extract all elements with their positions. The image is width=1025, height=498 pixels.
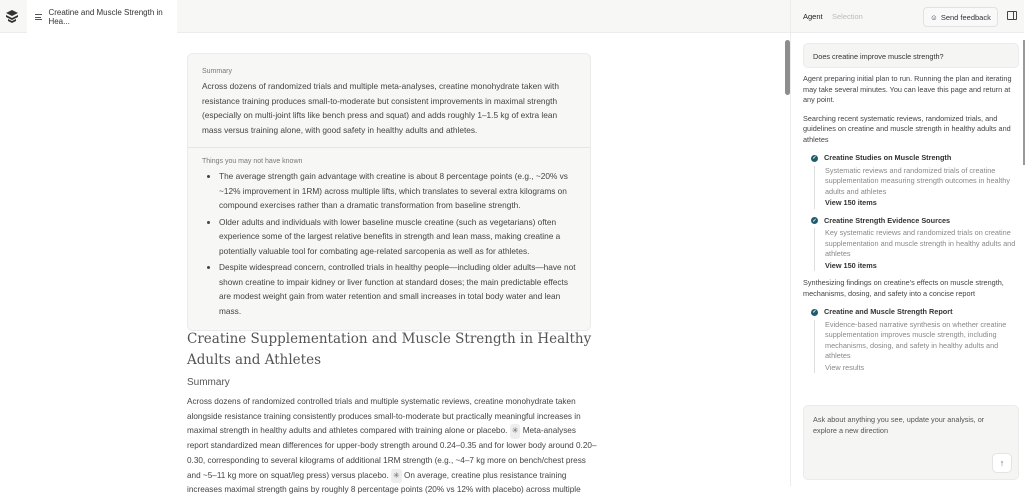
summary-text: Across dozens of randomized trials and multiple meta-analyses, creatine monohydrate taken with resistance training produces small-to-moderate but consistent improvements in maximal strength (especially on multi-joint lifts like bench press and squat) and adds roughly 1–1.5 kg of extra lean mass versus training alone, with good safety in healthy adults and athletes. bbox=[202, 81, 559, 135]
facts-label: Things you may not have known bbox=[202, 158, 303, 165]
citation-icon[interactable]: ✳ bbox=[510, 424, 521, 439]
check-icon: ✓ bbox=[812, 217, 817, 224]
summary-paragraph: Across dozens of randomized controlled trials and multiple systematic reviews, creatine monohydrate taken alongside resistance training consistently produces small-to-moderate but practically meaningful increases in maximal strength in healthy adults and athletes compared with training alone or placebo. ✳ Meta-analyses report standardized mean differences for upper-body strength around 0.24–0.35 and for lower body around 0.20–0.30, corresponding to several kilograms of additional 1RM strength (e.g., ~4–7 kg more on bench/chest press and ~5–11 kg more on squat/leg press) versus placebo. ✳ On average, creatine plus resistance training increases maximal strength gains by roughly 8 percentage points (20% vs 12% with placebo) across multiple bbox=[187, 397, 597, 495]
summary-label: Summary bbox=[202, 68, 232, 75]
check-icon: ✓ bbox=[812, 309, 817, 315]
agent-message: Agent preparing initial plan to run. Running the plan and iterating may take several minutes. You can leave this page and return at any point. bbox=[803, 74, 1012, 104]
tab-selection[interactable]: Selection bbox=[832, 12, 863, 21]
step-item: ✓ Creatine and Muscle Strength Report Evidence-based narrative synthesis on whether creatine supplementation improves muscle strength, including mechanisms, dosing, and safety in healthy adults and athletes View results bbox=[811, 307, 1019, 373]
user-query: Does creatine improve muscle strength? bbox=[803, 43, 1019, 68]
report-title: Creatine Supplementation and Muscle Strength in Healthy Adults and Athletes bbox=[187, 331, 592, 368]
send-button[interactable]: ↑ bbox=[992, 453, 1012, 473]
fact-item: • Older adults and individuals with lower baseline muscle creatine (such as vegetarians) often experience some of the largest relative benefits in strength and lean mass, making creatine a potentially valuable tool for combating age-related sarcopenia as well as for athletes. bbox=[219, 215, 576, 259]
fact-item: • The average strength gain advantage with creatine is about 8 percentage points (e.g., ~20% vs ~12% improvement in 1RM) across multiple lifts, which translates to several extra kilograms on compound exercises rather than a dramatic transformation from baseline strength. bbox=[219, 169, 576, 213]
view-results-link[interactable]: View results bbox=[825, 362, 865, 372]
top-bar bbox=[0, 0, 790, 33]
step-item: ✓ Creatine Studies on Muscle Strength Systematic reviews and randomized trials of creatine supplementation measuring strength outcomes in healthy adults and athletes View 150 items bbox=[811, 153, 1019, 209]
agent-message: Synthesizing findings on creatine's effects on muscle strength, mechanisms, dosing, and safety into a concise report bbox=[803, 278, 1004, 298]
report-view bbox=[0, 33, 786, 495]
citation-icon[interactable]: ✳ bbox=[391, 469, 402, 484]
summary-heading: Summary bbox=[187, 377, 230, 388]
step-item: ✓ Creatine Strength Evidence Sources Key systematic reviews and randomized trials on creatine supplementation and muscle strength in healthy adults and athletes View 150 items bbox=[811, 216, 1019, 272]
chat-input[interactable]: Ask about anything you see, update your analysis, or explore a new direction ↑ bbox=[803, 405, 1019, 480]
send-feedback-button[interactable]: ☺ Send feedback bbox=[923, 7, 998, 27]
view-items-link[interactable]: View 150 items bbox=[825, 198, 877, 207]
summary-card bbox=[187, 53, 591, 331]
tab-title: Creatine and Muscle Strength in Hea... bbox=[48, 7, 163, 26]
agent-log bbox=[803, 74, 1019, 402]
app-logo-icon[interactable] bbox=[5, 9, 19, 23]
tab-agent[interactable]: Agent bbox=[803, 12, 823, 21]
check-icon: ✓ bbox=[812, 155, 817, 161]
feedback-icon: ☺ bbox=[930, 12, 938, 22]
document-icon bbox=[35, 14, 42, 20]
view-items-link[interactable]: View 150 items bbox=[825, 260, 877, 270]
agent-message: Searching recent systematic reviews, randomized trials, and guidelines on creatine and muscle strength in healthy adults and athletes bbox=[803, 113, 1011, 144]
fact-item: • Despite widespread concern, controlled trials in healthy people—including older adults—have not shown creatine to impair kidney or liver function at standard doses; the main predictable effects are modest weight gain from water retention and small increases in total body water and lean mass. bbox=[219, 260, 576, 318]
facts-list bbox=[219, 169, 576, 318]
agent-panel bbox=[790, 0, 1024, 486]
document-tab[interactable] bbox=[27, 0, 177, 33]
toggle-panel-icon[interactable] bbox=[1007, 11, 1017, 20]
